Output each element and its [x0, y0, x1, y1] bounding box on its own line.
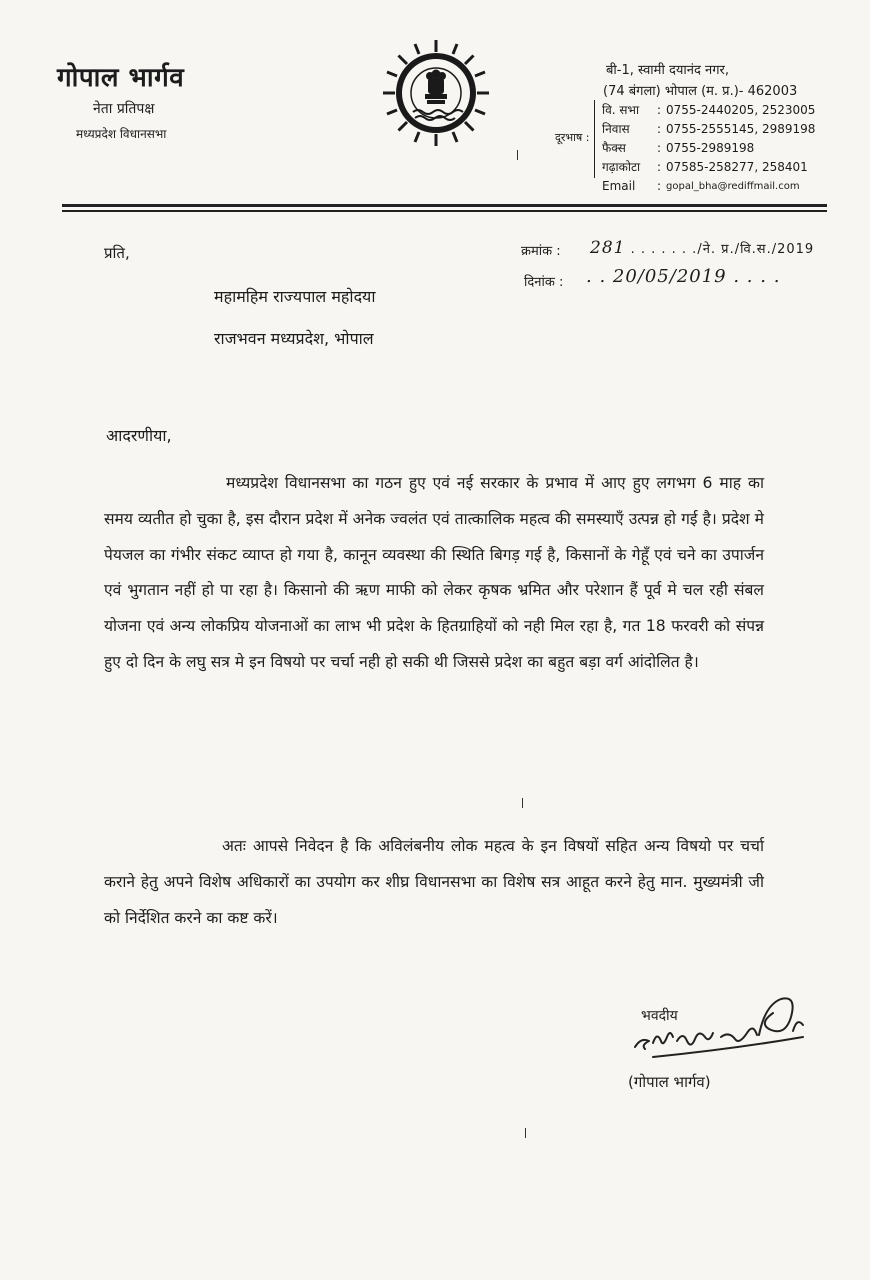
address-line-2: (74 बंगला) भोपाल (म. प्र.)- 462003 [603, 84, 798, 99]
divider-tick [517, 150, 518, 160]
dinank-date: 20/05/2019 [612, 266, 727, 287]
divider-tick [522, 798, 523, 808]
letterhead-rule-thin [62, 210, 827, 212]
phone-bracket [594, 100, 601, 178]
letterhead-name: गोपाल भार्गव [57, 63, 185, 93]
kramank-label: क्रमांक : [521, 244, 561, 259]
signatory-name: (गोपाल भार्गव) [628, 1073, 711, 1091]
contact-label: फैक्स [602, 141, 626, 155]
contact-value: 0755-2555145, 2989198 [666, 122, 816, 136]
contact-label: निवास [602, 122, 630, 136]
contact-value: 0755-2989198 [666, 141, 755, 155]
recipient-line-2: राजभवन मध्यप्रदेश, भोपाल [214, 329, 374, 348]
prati-label: प्रति, [104, 244, 130, 262]
contact-label: गढ़ाकोटा [602, 160, 641, 174]
body-paragraph-2: अतः आपसे निवेदन है कि अविलंबनीय लोक महत्व के इन विषयों सहित अन्य विषयो पर चर्चा कराने हेतु अपने विशेष अधिकारों का उपयोग कर शीघ्र विधानसभा का विशेष सत्र आहूत करने हेतु मान. मुख्यमंत्री जी को निर्देशित करने का कष्ट करें। [104, 837, 764, 927]
dinank-label: दिनांक : [524, 275, 564, 290]
valediction: भवदीय [641, 1008, 678, 1024]
phone-label: दूरभाष : [555, 131, 590, 144]
address-line-1: बी-1, स्वामी दयानंद नगर, [606, 63, 729, 78]
signature-icon [625, 985, 810, 1065]
contact-label: Email [602, 179, 636, 193]
letterhead-post: नेता प्रतिपक्ष [93, 101, 155, 117]
contact-table [602, 102, 815, 197]
contact-row: निवास : 0755-2555145, 2989198 [602, 121, 815, 140]
divider-tick [525, 1128, 526, 1138]
letterhead-rule-thick [62, 204, 827, 207]
contact-row: फैक्स : 0755-2989198 [602, 140, 815, 159]
vidhan-sabha-emblem-icon [381, 38, 491, 148]
contact-value: 07585-258277, 258401 [666, 160, 808, 174]
kramank-number: 281 [590, 238, 626, 258]
contact-label: वि. सभा [602, 103, 640, 117]
dinank-value: . . 20/05/2019 . . . . [586, 266, 781, 287]
email-value: gopal_bha@rediffmail.com [666, 181, 800, 192]
contact-row: गढ़ाकोटा : 07585-258277, 258401 [602, 159, 815, 178]
contact-value: 0755-2440205, 2523005 [666, 103, 816, 117]
contact-row: वि. सभा : 0755-2440205, 2523005 [602, 102, 815, 121]
body-paragraph-1: मध्यप्रदेश विधानसभा का गठन हुए एवं नई सरकार के प्रभाव में आए हुए लगभग 6 माह का समय व्यतीत हो चुका है, इस दौरान प्रदेश में अनेक ज्वलंत एवं तात्कालिक महत्व की समस्याएँ उत्पन्न हो गई है। प्रदेश मे पेयजल का गंभीर संकट व्याप्त हो गया है, कानून व्यवस्था की स्थिति बिगड़ गई है, किसानों के गेहूँ एवं चने का उपार्जन एवं भुगतान नहीं हो पा रहा है। किसानो की ऋण माफी को लेकर कृषक भ्रमित और परेशान हैं पूर्व मे चल रही संबल योजना एवं अन्य लोकप्रिय योजनाओं का लाभ भी प्रदेश के हितग्राहियों को नही मिल रहा है, गत 18 फरवरी को संपन्न हुए दो दिन के लघु सत्र मे इन विषयो पर चर्चा नही हो सकी थी जिससे प्रदेश का बहुत बड़ा वर्ग आंदोलित है। [104, 474, 764, 671]
kramank-suffix: /ने. प्र./वि.स./2019 [697, 242, 815, 257]
recipient-line-1: महामहिम राज्यपाल महोदया [214, 287, 376, 306]
contact-row: Email : gopal_bha@rediffmail.com [602, 178, 815, 197]
kramank-value: 281 . . . . . . ./ने. प्र./वि.स./2019 [590, 238, 815, 258]
salutation: आदरणीया, [106, 426, 172, 445]
letterhead-house: मध्यप्रदेश विधानसभा [76, 127, 167, 141]
